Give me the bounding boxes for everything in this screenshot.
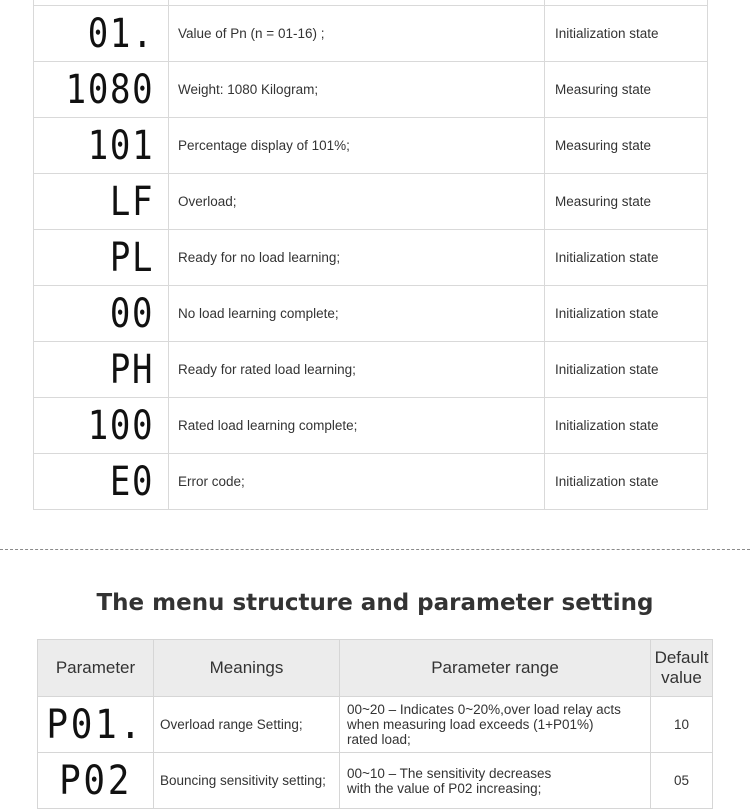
display-state: Measuring state	[545, 62, 708, 118]
display-meaning: Percentage display of 101%;	[169, 118, 545, 174]
display-state: Measuring state	[545, 174, 708, 230]
display-meaning: Overload;	[169, 174, 545, 230]
param-code: P01.	[38, 697, 154, 753]
display-meaning: Ready for rated load learning;	[169, 342, 545, 398]
display-state: Initialization state	[545, 286, 708, 342]
display-state: Measuring state	[545, 118, 708, 174]
display-codes-table	[33, 0, 708, 510]
table-row	[34, 454, 708, 510]
parameter-table	[37, 639, 713, 809]
display-meaning: Error code;	[169, 454, 545, 510]
header-meanings: Meanings	[154, 640, 340, 697]
param-range: 00~10 – The sensitivity decreases with the value of P02 increasing;	[340, 753, 651, 809]
param-meaning: Overload range Setting;	[154, 697, 340, 753]
display-code: LF	[34, 174, 169, 230]
display-code: 01.	[34, 6, 169, 62]
display-state: Initialization state	[545, 6, 708, 62]
display-code: PL	[34, 230, 169, 286]
section-title: The menu structure and parameter setting	[96, 590, 654, 616]
display-state: Initialization state	[545, 342, 708, 398]
display-meaning: Ready for no load learning;	[169, 230, 545, 286]
table-row	[34, 398, 708, 454]
table-row	[34, 342, 708, 398]
header-parameter: Parameter	[38, 640, 154, 697]
table-row	[34, 230, 708, 286]
table-row	[34, 174, 708, 230]
display-meaning: No load learning complete;	[169, 286, 545, 342]
table-row	[38, 697, 713, 753]
display-code: PH	[34, 342, 169, 398]
param-default: 10	[651, 697, 713, 753]
header-default-line1: Default	[654, 648, 709, 667]
table-row	[34, 118, 708, 174]
display-meaning: Weight: 1080 Kilogram;	[169, 62, 545, 118]
param-default: 05	[651, 753, 713, 809]
display-meaning: Rated load learning complete;	[169, 398, 545, 454]
display-code: 100	[34, 398, 169, 454]
display-state: Initialization state	[545, 230, 708, 286]
table-header-row	[38, 640, 713, 697]
display-state: Initialization state	[545, 398, 708, 454]
param-meaning: Bouncing sensitivity setting;	[154, 753, 340, 809]
table-row	[38, 753, 713, 809]
display-state: Initialization state	[545, 454, 708, 510]
display-meaning: Value of Pn (n = 01-16) ;	[169, 6, 545, 62]
display-code: 1080	[34, 62, 169, 118]
table-row	[34, 6, 708, 62]
header-default-line2: value	[661, 668, 702, 687]
param-range: 00~20 – Indicates 0~20%,over load relay acts when measuring load exceeds (1+P01%) rated load;	[340, 697, 651, 753]
table-row	[34, 62, 708, 118]
dashed-divider	[0, 549, 750, 550]
header-range: Parameter range	[340, 640, 651, 697]
display-code: E0	[34, 454, 169, 510]
display-code: 101	[34, 118, 169, 174]
header-default	[651, 640, 713, 697]
param-code: P02	[38, 753, 154, 809]
display-code: 00	[34, 286, 169, 342]
table-row	[34, 286, 708, 342]
